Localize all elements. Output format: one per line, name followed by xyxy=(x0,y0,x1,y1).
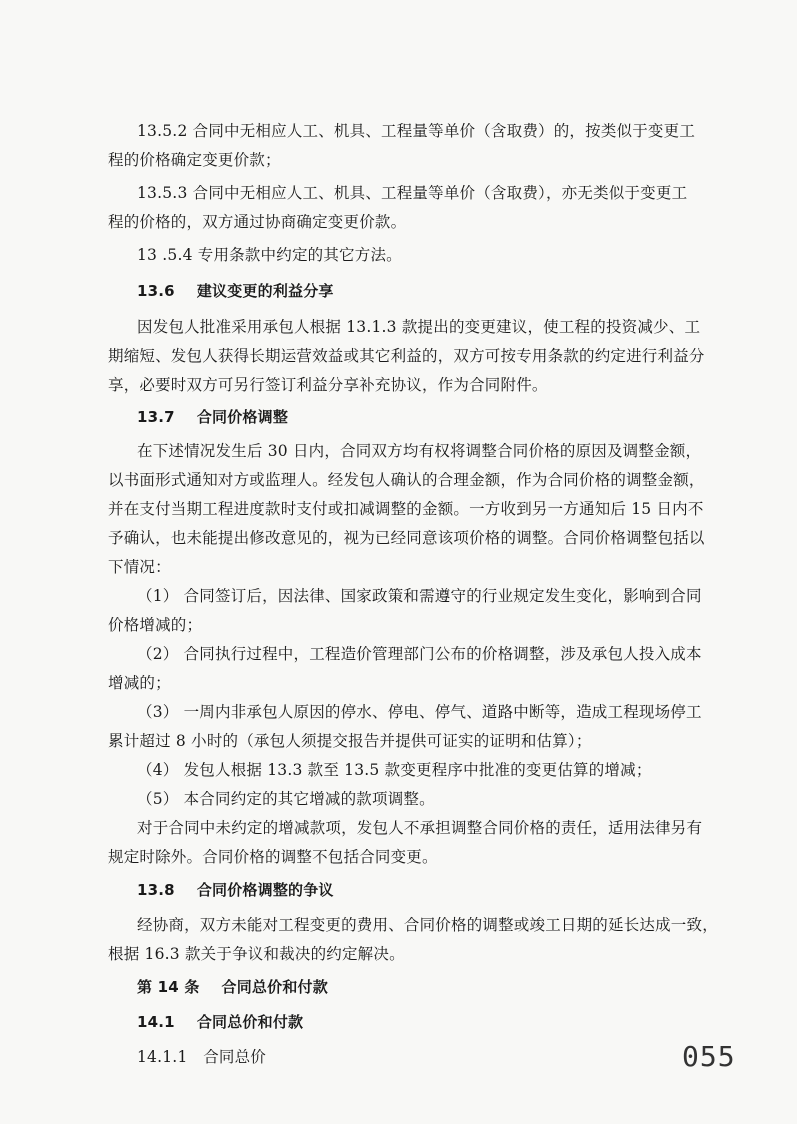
list-item-2-line1: （2） 合同执行过程中，工程造价管理部门公布的价格调整，涉及承包人投入成本 xyxy=(137,645,702,663)
para-13-7-line4: 予确认，也未能提出修改意见的，视为已经同意该项价格的调整。合同价格调整包括以 xyxy=(108,529,705,547)
para-13-5-2-line1: 13.5.2 合同中无相应人工、机具、工程量等单价（含取费）的，按类似于变更工 xyxy=(137,122,696,140)
heading-number: 14.1 xyxy=(137,1013,175,1031)
para-13-5-3-line1: 13.5.3 合同中无相应人工、机具、工程量等单价（含取费），亦无类似于变更工 xyxy=(137,184,688,202)
para-13-7-line3: 并在支付当期工程进度款时支付或扣减调整的金额。一方收到另一方通知后 15 日内不 xyxy=(108,500,704,518)
para-13-6-line1: 因发包人批准采用承包人根据 13.1.3 款提出的变更建议，使工程的投资减少、工 xyxy=(137,318,701,336)
heading-number: 13.7 xyxy=(137,408,175,426)
para-13-5-2-line2: 程的价格确定变更价款； xyxy=(108,151,281,169)
heading-text: 合同价格调整 xyxy=(196,408,289,426)
article-title: 合同总价和付款 xyxy=(221,978,328,996)
list-item-1-line1: （1） 合同签订后，因法律、国家政策和需遵守的行业规定发生变化，影响到合同 xyxy=(137,587,702,605)
para-13-5-3-line2: 程的价格的，双方通过协商确定变更价款。 xyxy=(108,213,407,231)
article-number: 第 14 条 xyxy=(137,978,200,996)
para-13-6-line2: 期缩短、发包人获得长期运营效益或其它利益的，双方可按专用条款的约定进行利益分 xyxy=(108,347,705,365)
heading-number: 13.6 xyxy=(137,282,175,300)
list-item-2-line2: 增减的； xyxy=(108,674,171,692)
list-item-5: （5） 本合同约定的其它增减的款项调整。 xyxy=(137,790,435,808)
heading-14-1 xyxy=(137,1012,303,1032)
heading-text: 建议变更的利益分享 xyxy=(196,282,334,300)
page-number: 055 xyxy=(682,1040,736,1073)
para-13-7-line5: 下情况： xyxy=(108,558,171,576)
list-item-1-line2: 价格增减的； xyxy=(108,616,203,634)
list-item-4: （4） 发包人根据 13.3 款至 13.5 款变更程序中批准的变更估算的增减； xyxy=(137,761,652,779)
heading-text: 合同价格调整的争议 xyxy=(196,881,334,899)
heading-14-1-1: 14.1.1 合同总价 xyxy=(137,1048,267,1066)
para-13-8-line2: 根据 16.3 款关于争议和裁决的约定解决。 xyxy=(108,945,405,963)
para-13-7-line1: 在下述情况发生后 30 日内，合同双方均有权将调整合同价格的原因及调整金额， xyxy=(137,442,702,460)
heading-number: 13.8 xyxy=(137,881,175,899)
para-13-5-4: 13 .5.4 专用条款中约定的其它方法。 xyxy=(137,246,402,264)
heading-13-8 xyxy=(137,880,334,900)
heading-13-6 xyxy=(137,281,334,301)
list-item-3-line1: （3） 一周内非承包人原因的停水、停电、停气、道路中断等，造成工程现场停工 xyxy=(137,703,702,721)
para-13-7-closing-line2: 规定时除外。合同价格的调整不包括合同变更。 xyxy=(108,848,438,866)
para-13-8-line1: 经协商，双方未能对工程变更的费用、合同价格的调整或竣工日期的延长达成一致， xyxy=(137,916,718,934)
heading-13-7 xyxy=(137,407,288,427)
heading-text: 合同总价和付款 xyxy=(196,1013,304,1031)
para-13-6-line3: 享，必要时双方可另行签订利益分享补充协议，作为合同附件。 xyxy=(108,376,548,394)
list-item-3-line2: 累计超过 8 小时的（承包人须提交报告并提供可证实的证明和估算）； xyxy=(108,732,592,750)
article-14-title xyxy=(137,977,328,997)
para-13-7-closing-line1: 对于合同中未约定的增减款项，发包人不承担调整合同价格的责任，适用法律另有 xyxy=(137,819,703,837)
para-13-7-line2: 以书面形式通知对方或监理人。经发包人确认的合理金额，作为合同价格的调整金额， xyxy=(108,471,705,489)
